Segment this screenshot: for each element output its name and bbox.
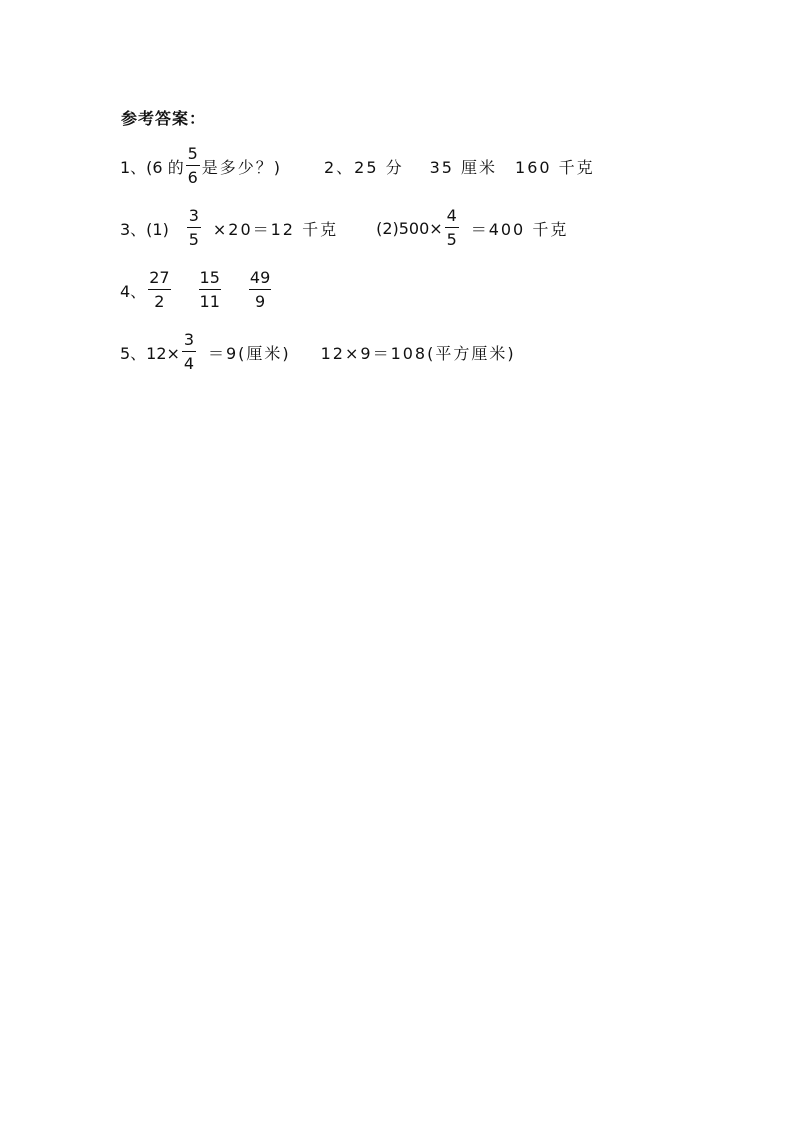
q3-expression-1: ×20＝12 千克 xyxy=(212,219,339,239)
q2-answer: 2、25 分 xyxy=(323,157,404,177)
q5-expression-2: 12×9＝108(平方厘米) xyxy=(320,343,516,363)
q4-fraction-3-denominator: 9 xyxy=(254,292,266,311)
q2-weight-answer: 160 千克 xyxy=(515,157,595,177)
q5-expression-1: ＝9(厘米) xyxy=(207,343,291,363)
answer-line-4 xyxy=(120,270,273,310)
q4-fraction-2 xyxy=(199,270,221,310)
q5-fraction-numerator: 3 xyxy=(182,332,196,352)
q1-suffix: 是多少？) xyxy=(201,157,282,177)
q3-fraction-2-denominator: 5 xyxy=(446,230,457,249)
q4-fraction-1-numerator: 27 xyxy=(148,270,170,290)
q3-expression-2: ＝400 千克 xyxy=(470,219,569,239)
q4-fraction-2-numerator: 15 xyxy=(199,270,221,290)
answer-line-1 xyxy=(120,146,595,186)
q4-fraction-1-denominator: 2 xyxy=(154,292,165,311)
answer-heading: 参考答案： xyxy=(121,109,207,128)
q3-fraction-1 xyxy=(187,208,201,248)
q3-fraction-2-numerator: 4 xyxy=(445,208,459,228)
q2-length-answer: 35 厘米 xyxy=(429,157,498,177)
q1-fraction xyxy=(186,146,200,186)
q4-fraction-1 xyxy=(148,270,170,310)
q5-fraction-denominator: 4 xyxy=(183,354,195,373)
q3-fraction-1-numerator: 3 xyxy=(187,208,201,228)
q3-prefix-2: (2)500× xyxy=(376,218,443,238)
q4-fraction-2-denominator: 11 xyxy=(199,292,220,311)
q5-fraction xyxy=(182,332,196,372)
q4-prefix: 4、 xyxy=(120,281,147,301)
q1-fraction-denominator: 6 xyxy=(187,168,198,187)
q3-fraction-1-denominator: 5 xyxy=(188,230,199,249)
q5-prefix: 5、12× xyxy=(120,343,180,363)
q3-prefix: 3、(1) xyxy=(120,219,169,239)
q4-fraction-3-numerator: 49 xyxy=(249,270,271,290)
q4-fraction-3 xyxy=(249,270,271,310)
q3-fraction-2 xyxy=(445,208,459,248)
q1-fraction-numerator: 5 xyxy=(186,146,200,166)
answer-line-5 xyxy=(120,332,516,372)
answer-line-3 xyxy=(120,208,568,248)
q1-prefix: 1、(6 的 xyxy=(120,157,184,177)
